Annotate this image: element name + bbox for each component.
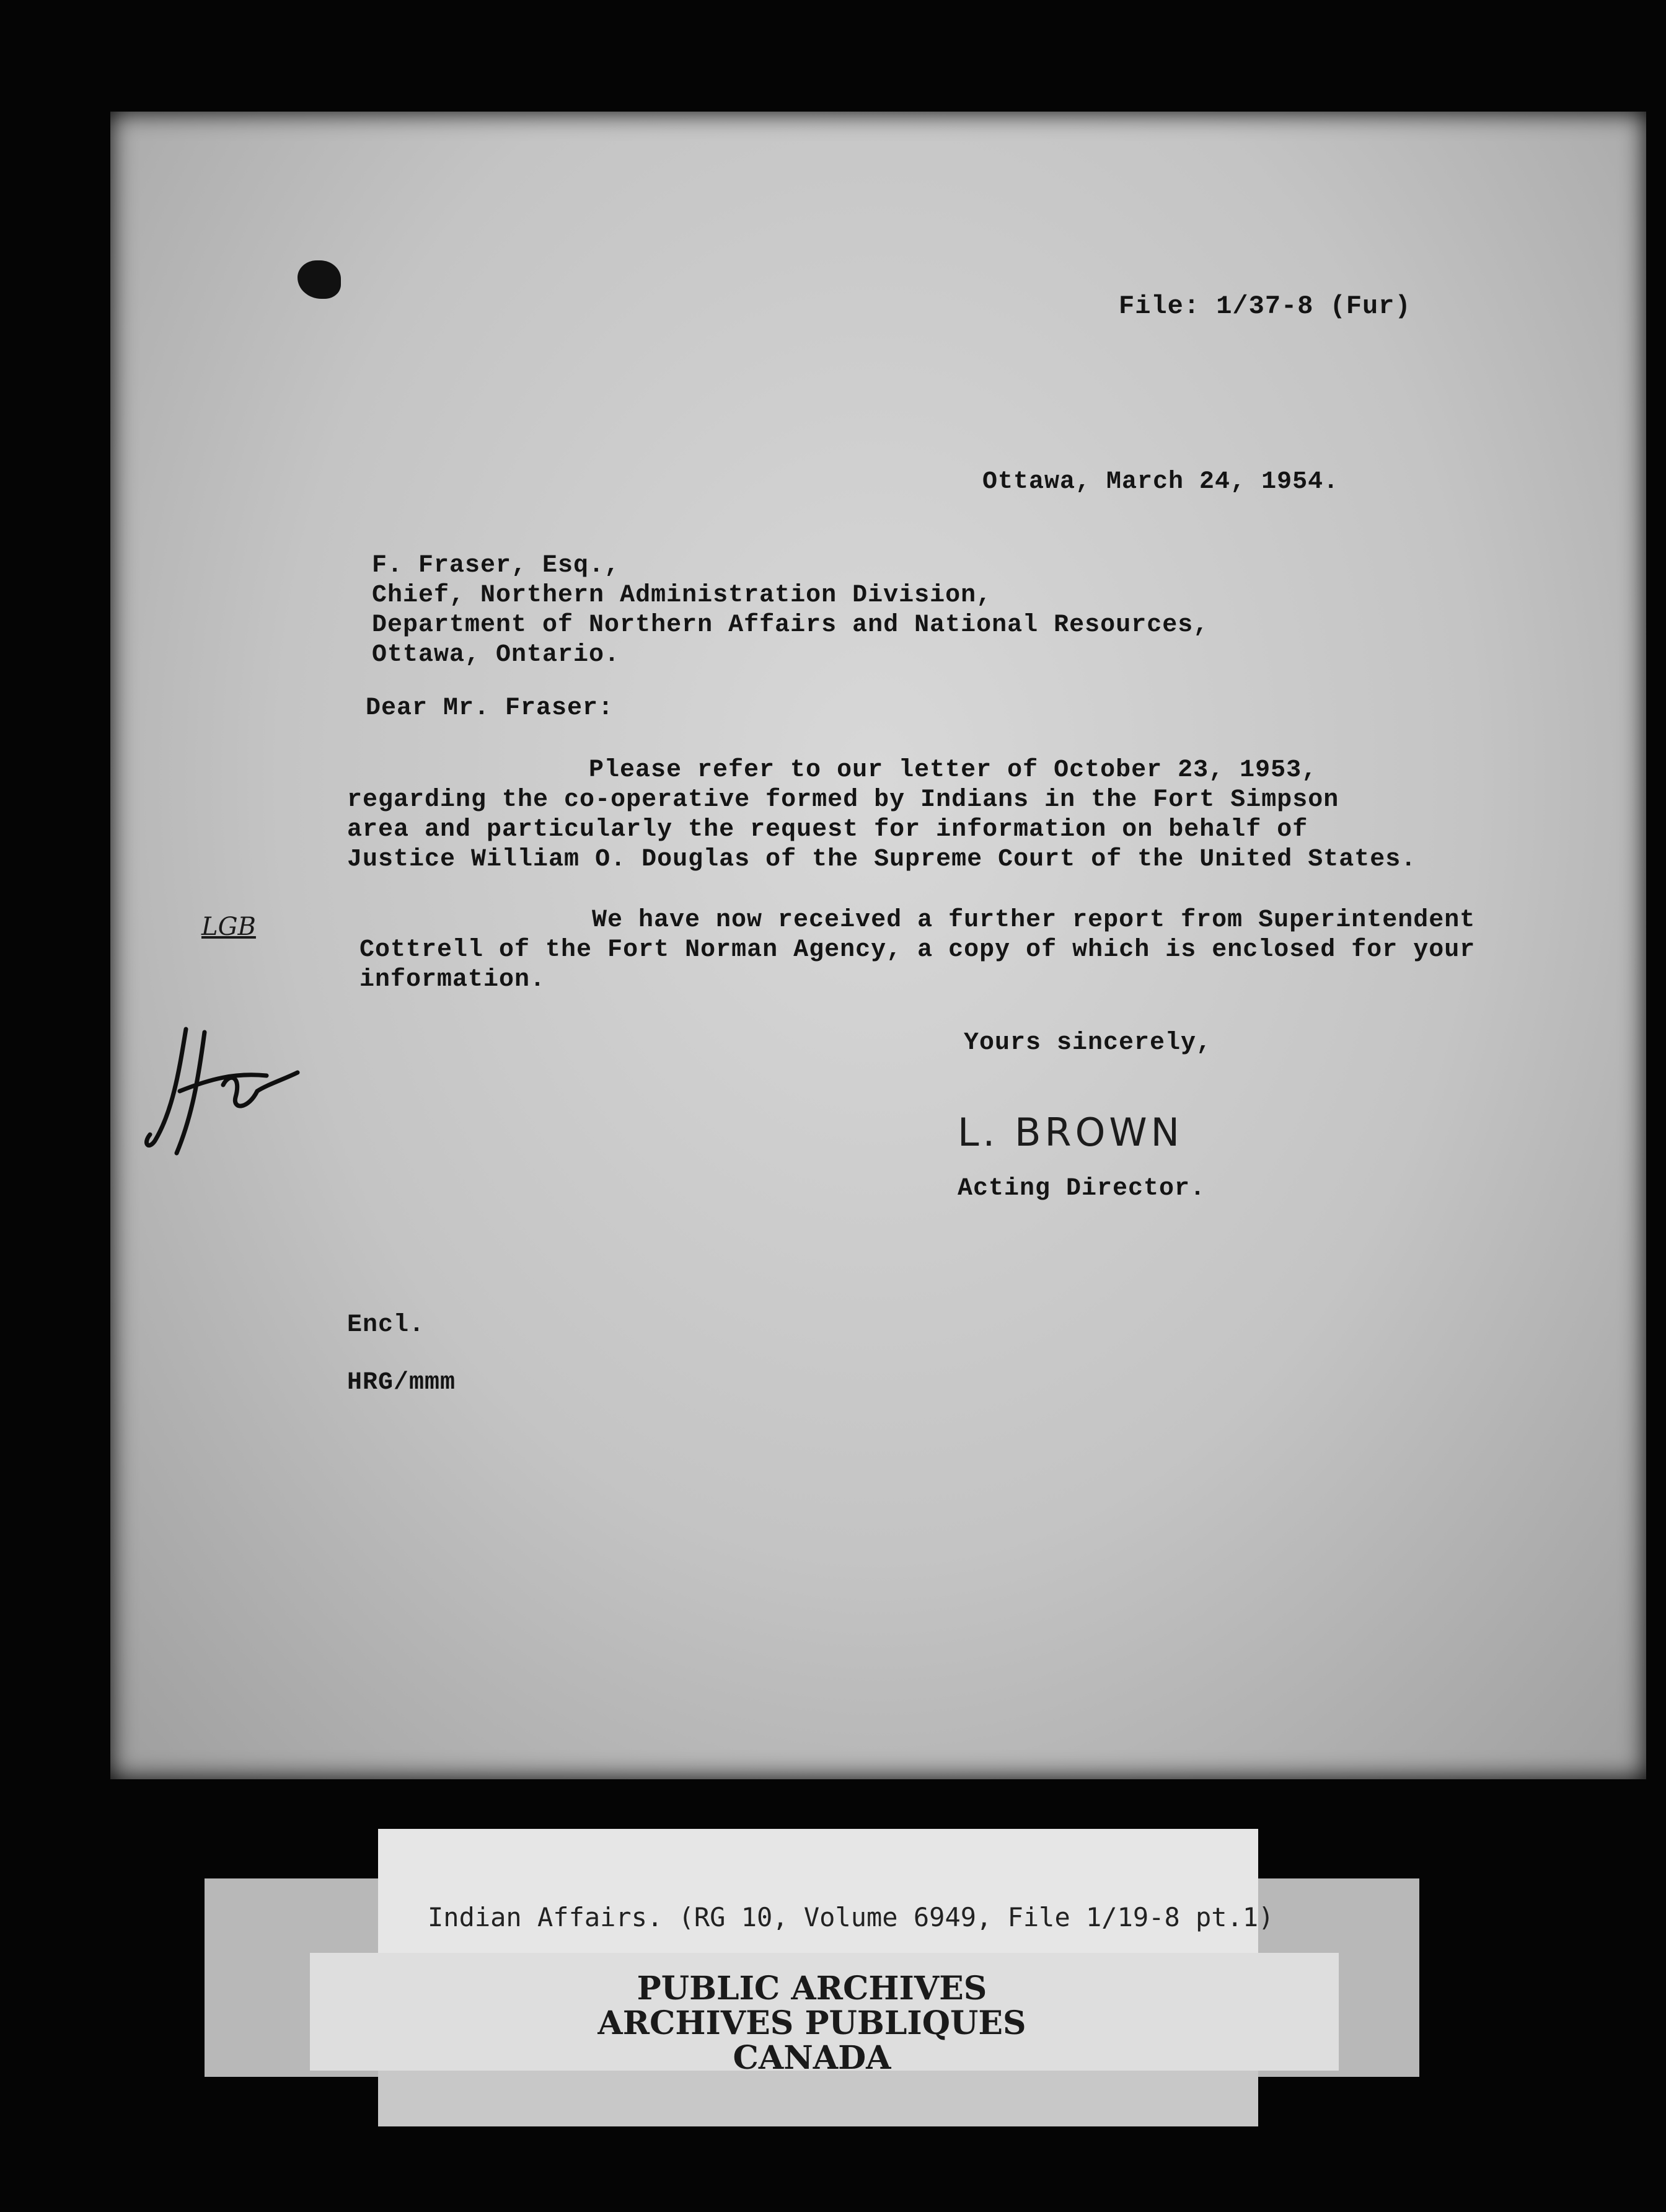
archive-reference-slip: [378, 1829, 1258, 1953]
paragraph-line: area and particularly the request for information on behalf of: [347, 816, 1308, 844]
paragraph-line: information.: [359, 966, 546, 994]
stamp-line: CANADA: [733, 2039, 891, 2077]
paragraph-line: Cottrell of the Fort Norman Agency, a copy of which is enclosed for your: [359, 936, 1476, 964]
typist-initials: HRG/mmm: [347, 1369, 456, 1397]
archive-reference: Indian Affairs. (RG 10, Volume 6949, File 1/19-8 pt.1): [428, 1902, 1274, 1932]
salutation: Dear Mr. Fraser:: [366, 694, 614, 722]
margin-note: LGB: [201, 913, 256, 941]
signatory-name: L. BROWN: [958, 1110, 1184, 1155]
letter-date: Ottawa, March 24, 1954.: [982, 468, 1339, 496]
paragraph-line: We have now received a further report from Superintendent: [592, 906, 1476, 934]
paragraph-line: regarding the co-operative formed by Indians in the Fort Simpson: [347, 786, 1339, 814]
archives-stamp: [471, 1971, 1153, 2076]
enclosure-note: Encl.: [347, 1311, 425, 1339]
stamp-line: PUBLIC ARCHIVES: [637, 1970, 987, 2007]
stamp-line: ARCHIVES PUBLIQUES: [597, 2004, 1026, 2042]
addressee-line: Chief, Northern Administration Division,: [372, 582, 992, 609]
addressee-line: Department of Northern Affairs and National Resources,: [372, 611, 1209, 639]
addressee-line: Ottawa, Ontario.: [372, 641, 620, 669]
handwritten-initials: [143, 1017, 304, 1166]
closing: Yours sincerely,: [964, 1029, 1212, 1057]
addressee-line: F. Fraser, Esq.,: [372, 552, 620, 580]
paragraph-line: Please refer to our letter of October 23, 1953,: [589, 756, 1318, 784]
archive-tag-edge: [378, 2071, 1258, 2126]
file-reference: File: 1/37-8 (Fur): [1119, 291, 1411, 321]
paragraph-line: Justice William O. Douglas of the Supreme Court of the United States.: [347, 846, 1417, 874]
signatory-title: Acting Director.: [958, 1175, 1206, 1203]
